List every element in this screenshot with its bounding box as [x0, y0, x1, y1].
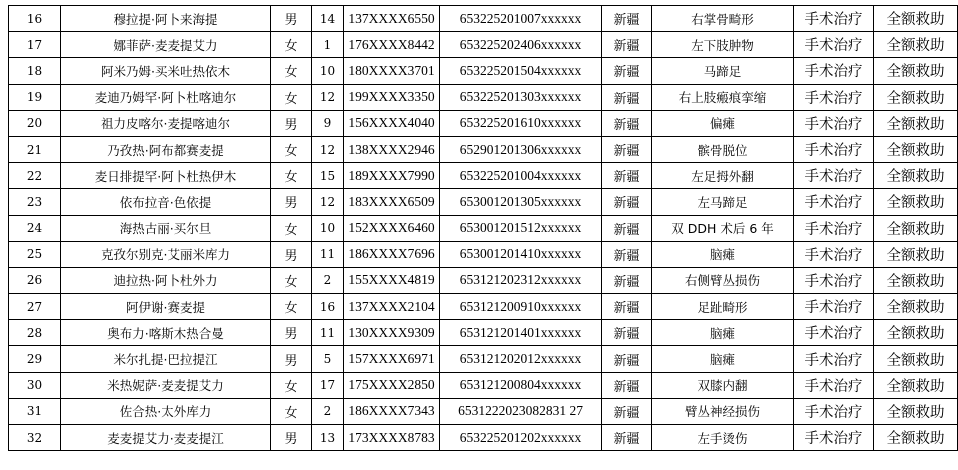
aid-type-cell: 全额救助 [874, 267, 958, 293]
phone-cell: 173XXXX8783 [344, 425, 440, 451]
diagnosis-cell: 脑瘫 [652, 346, 794, 372]
id-number-cell: 652901201306xxxxxx [440, 136, 602, 162]
treatment-cell: 手术治疗 [794, 32, 874, 58]
id-number-cell: 653225202406xxxxxx [440, 32, 602, 58]
region-cell: 新疆 [602, 267, 652, 293]
row-number: 25 [9, 241, 61, 267]
patient-name: 佐合热·太外库力 [61, 398, 271, 424]
patient-name: 米尔扎提·巴拉提江 [61, 346, 271, 372]
aid-type-cell: 全额救助 [874, 32, 958, 58]
id-number-cell: 653225201007xxxxxx [440, 6, 602, 32]
treatment-cell: 手术治疗 [794, 110, 874, 136]
treatment-cell: 手术治疗 [794, 241, 874, 267]
row-number: 21 [9, 136, 61, 162]
age-cell: 9 [312, 110, 344, 136]
row-number: 23 [9, 189, 61, 215]
diagnosis-cell: 双膝内翻 [652, 372, 794, 398]
aid-type-cell: 全额救助 [874, 58, 958, 84]
patient-name: 阿伊谢·赛麦提 [61, 294, 271, 320]
diagnosis-cell: 左足拇外翻 [652, 163, 794, 189]
gender-cell: 女 [271, 84, 312, 110]
phone-cell: 130XXXX9309 [344, 320, 440, 346]
row-number: 24 [9, 215, 61, 241]
region-cell: 新疆 [602, 84, 652, 110]
gender-cell: 女 [271, 398, 312, 424]
phone-cell: 137XXXX2104 [344, 294, 440, 320]
age-cell: 5 [312, 346, 344, 372]
row-number: 28 [9, 320, 61, 346]
gender-cell: 男 [271, 346, 312, 372]
treatment-cell: 手术治疗 [794, 372, 874, 398]
aid-type-cell: 全额救助 [874, 398, 958, 424]
id-number-cell: 653225201610xxxxxx [440, 110, 602, 136]
aid-type-cell: 全额救助 [874, 241, 958, 267]
table-row [9, 320, 958, 346]
phone-cell: 155XXXX4819 [344, 267, 440, 293]
table-row [9, 398, 958, 424]
diagnosis-cell: 马蹄足 [652, 58, 794, 84]
id-number-cell: 653121200804xxxxxx [440, 372, 602, 398]
diagnosis-cell: 脑瘫 [652, 241, 794, 267]
gender-cell: 男 [271, 425, 312, 451]
gender-cell: 女 [271, 267, 312, 293]
gender-cell: 男 [271, 189, 312, 215]
row-number: 26 [9, 267, 61, 293]
aid-type-cell: 全额救助 [874, 110, 958, 136]
diagnosis-cell: 臂丛神经损伤 [652, 398, 794, 424]
table-row [9, 241, 958, 267]
treatment-cell: 手术治疗 [794, 346, 874, 372]
aid-type-cell: 全额救助 [874, 136, 958, 162]
age-cell: 13 [312, 425, 344, 451]
treatment-cell: 手术治疗 [794, 6, 874, 32]
patient-name: 娜菲萨·麦麦提艾力 [61, 32, 271, 58]
diagnosis-cell: 右侧臂丛损伤 [652, 267, 794, 293]
diagnosis-cell: 左手烫伤 [652, 425, 794, 451]
id-number-cell: 653001201410xxxxxx [440, 241, 602, 267]
table-row [9, 267, 958, 293]
phone-cell: 183XXXX6509 [344, 189, 440, 215]
gender-cell: 女 [271, 32, 312, 58]
table-row [9, 215, 958, 241]
diagnosis-cell: 偏瘫 [652, 110, 794, 136]
aid-type-cell: 全额救助 [874, 294, 958, 320]
table-row [9, 136, 958, 162]
region-cell: 新疆 [602, 294, 652, 320]
patient-name: 麦麦提艾力·麦麦提江 [61, 425, 271, 451]
id-number-cell: 653225201004xxxxxx [440, 163, 602, 189]
gender-cell: 女 [271, 215, 312, 241]
age-cell: 12 [312, 189, 344, 215]
age-cell: 11 [312, 241, 344, 267]
row-number: 22 [9, 163, 61, 189]
patient-name: 乃孜热·阿布都赛麦提 [61, 136, 271, 162]
table-row [9, 32, 958, 58]
id-number-cell: 653225201303xxxxxx [440, 84, 602, 110]
row-number: 29 [9, 346, 61, 372]
diagnosis-cell: 右掌骨畸形 [652, 6, 794, 32]
diagnosis-cell: 脑瘫 [652, 320, 794, 346]
patient-name: 麦日排提罕·阿卜杜热伊木 [61, 163, 271, 189]
treatment-cell: 手术治疗 [794, 425, 874, 451]
treatment-cell: 手术治疗 [794, 398, 874, 424]
phone-cell: 138XXXX2946 [344, 136, 440, 162]
age-cell: 10 [312, 58, 344, 84]
row-number: 16 [9, 6, 61, 32]
treatment-cell: 手术治疗 [794, 320, 874, 346]
aid-type-cell: 全额救助 [874, 84, 958, 110]
patient-name: 克孜尔别克·艾丽米库力 [61, 241, 271, 267]
table-row [9, 84, 958, 110]
treatment-cell: 手术治疗 [794, 136, 874, 162]
table-row [9, 6, 958, 32]
id-number-cell: 653121202312xxxxxx [440, 267, 602, 293]
region-cell: 新疆 [602, 32, 652, 58]
diagnosis-cell: 足趾畸形 [652, 294, 794, 320]
treatment-cell: 手术治疗 [794, 84, 874, 110]
patient-name: 穆拉提·阿卜来海提 [61, 6, 271, 32]
id-number-cell: 653001201512xxxxxx [440, 215, 602, 241]
aid-type-cell: 全额救助 [874, 163, 958, 189]
region-cell: 新疆 [602, 241, 652, 267]
id-number-cell: 653121201401xxxxxx [440, 320, 602, 346]
age-cell: 11 [312, 320, 344, 346]
table-body [9, 6, 958, 451]
gender-cell: 女 [271, 58, 312, 84]
gender-cell: 女 [271, 372, 312, 398]
phone-cell: 152XXXX6460 [344, 215, 440, 241]
id-number-cell: 653121200910xxxxxx [440, 294, 602, 320]
row-number: 17 [9, 32, 61, 58]
table-row [9, 294, 958, 320]
patient-name: 迪拉热·阿卜杜外力 [61, 267, 271, 293]
age-cell: 14 [312, 6, 344, 32]
phone-cell: 175XXXX2850 [344, 372, 440, 398]
age-cell: 2 [312, 398, 344, 424]
table-row [9, 372, 958, 398]
diagnosis-cell: 左下肢肿物 [652, 32, 794, 58]
diagnosis-cell: 右上肢瘢痕挛缩 [652, 84, 794, 110]
aid-type-cell: 全额救助 [874, 189, 958, 215]
region-cell: 新疆 [602, 215, 652, 241]
diagnosis-cell: 左马蹄足 [652, 189, 794, 215]
aid-type-cell: 全额救助 [874, 346, 958, 372]
row-number: 27 [9, 294, 61, 320]
phone-cell: 186XXXX7696 [344, 241, 440, 267]
age-cell: 17 [312, 372, 344, 398]
treatment-cell: 手术治疗 [794, 215, 874, 241]
age-cell: 12 [312, 136, 344, 162]
aid-type-cell: 全额救助 [874, 425, 958, 451]
aid-type-cell: 全额救助 [874, 215, 958, 241]
patient-name: 海热古丽·买尔旦 [61, 215, 271, 241]
age-cell: 12 [312, 84, 344, 110]
row-number: 32 [9, 425, 61, 451]
treatment-cell: 手术治疗 [794, 163, 874, 189]
table-row [9, 189, 958, 215]
table-row [9, 163, 958, 189]
patient-name: 奥布力·喀斯木热合曼 [61, 320, 271, 346]
region-cell: 新疆 [602, 189, 652, 215]
region-cell: 新疆 [602, 163, 652, 189]
row-number: 19 [9, 84, 61, 110]
phone-cell: 199XXXX3350 [344, 84, 440, 110]
region-cell: 新疆 [602, 320, 652, 346]
treatment-cell: 手术治疗 [794, 294, 874, 320]
region-cell: 新疆 [602, 346, 652, 372]
row-number: 20 [9, 110, 61, 136]
region-cell: 新疆 [602, 425, 652, 451]
gender-cell: 男 [271, 241, 312, 267]
region-cell: 新疆 [602, 6, 652, 32]
phone-cell: 176XXXX8442 [344, 32, 440, 58]
id-number-cell: 653225201504xxxxxx [440, 58, 602, 84]
table-row [9, 58, 958, 84]
patient-name: 米热妮萨·麦麦提艾力 [61, 372, 271, 398]
treatment-cell: 手术治疗 [794, 267, 874, 293]
table-row [9, 110, 958, 136]
phone-cell: 156XXXX4040 [344, 110, 440, 136]
patient-name: 依布拉音·色依提 [61, 189, 271, 215]
gender-cell: 女 [271, 136, 312, 162]
gender-cell: 男 [271, 6, 312, 32]
id-number-cell: 653121202012xxxxxx [440, 346, 602, 372]
region-cell: 新疆 [602, 136, 652, 162]
phone-cell: 180XXXX3701 [344, 58, 440, 84]
aid-type-cell: 全额救助 [874, 6, 958, 32]
gender-cell: 男 [271, 320, 312, 346]
table-row [9, 425, 958, 451]
age-cell: 2 [312, 267, 344, 293]
region-cell: 新疆 [602, 372, 652, 398]
id-number-cell: 653001201305xxxxxx [440, 189, 602, 215]
age-cell: 10 [312, 215, 344, 241]
gender-cell: 男 [271, 110, 312, 136]
region-cell: 新疆 [602, 110, 652, 136]
age-cell: 16 [312, 294, 344, 320]
id-number-cell: 6531222023082831 27 [440, 398, 602, 424]
phone-cell: 186XXXX7343 [344, 398, 440, 424]
gender-cell: 女 [271, 294, 312, 320]
phone-cell: 137XXXX6550 [344, 6, 440, 32]
phone-cell: 157XXXX6971 [344, 346, 440, 372]
treatment-cell: 手术治疗 [794, 189, 874, 215]
id-number-cell: 653225201202xxxxxx [440, 425, 602, 451]
treatment-cell: 手术治疗 [794, 58, 874, 84]
region-cell: 新疆 [602, 58, 652, 84]
phone-cell: 189XXXX7990 [344, 163, 440, 189]
age-cell: 15 [312, 163, 344, 189]
patient-table [8, 5, 958, 451]
row-number: 18 [9, 58, 61, 84]
diagnosis-cell: 双 DDH 术后 6 年 [652, 215, 794, 241]
patient-name: 阿米乃姆·买米吐热依木 [61, 58, 271, 84]
row-number: 30 [9, 372, 61, 398]
row-number: 31 [9, 398, 61, 424]
gender-cell: 女 [271, 163, 312, 189]
patient-name: 麦迪乃姆罕·阿卜杜喀迪尔 [61, 84, 271, 110]
region-cell: 新疆 [602, 398, 652, 424]
patient-name: 祖力皮喀尔·麦提喀迪尔 [61, 110, 271, 136]
age-cell: 1 [312, 32, 344, 58]
aid-type-cell: 全额救助 [874, 320, 958, 346]
diagnosis-cell: 髌骨脱位 [652, 136, 794, 162]
aid-type-cell: 全额救助 [874, 372, 958, 398]
table-row [9, 346, 958, 372]
